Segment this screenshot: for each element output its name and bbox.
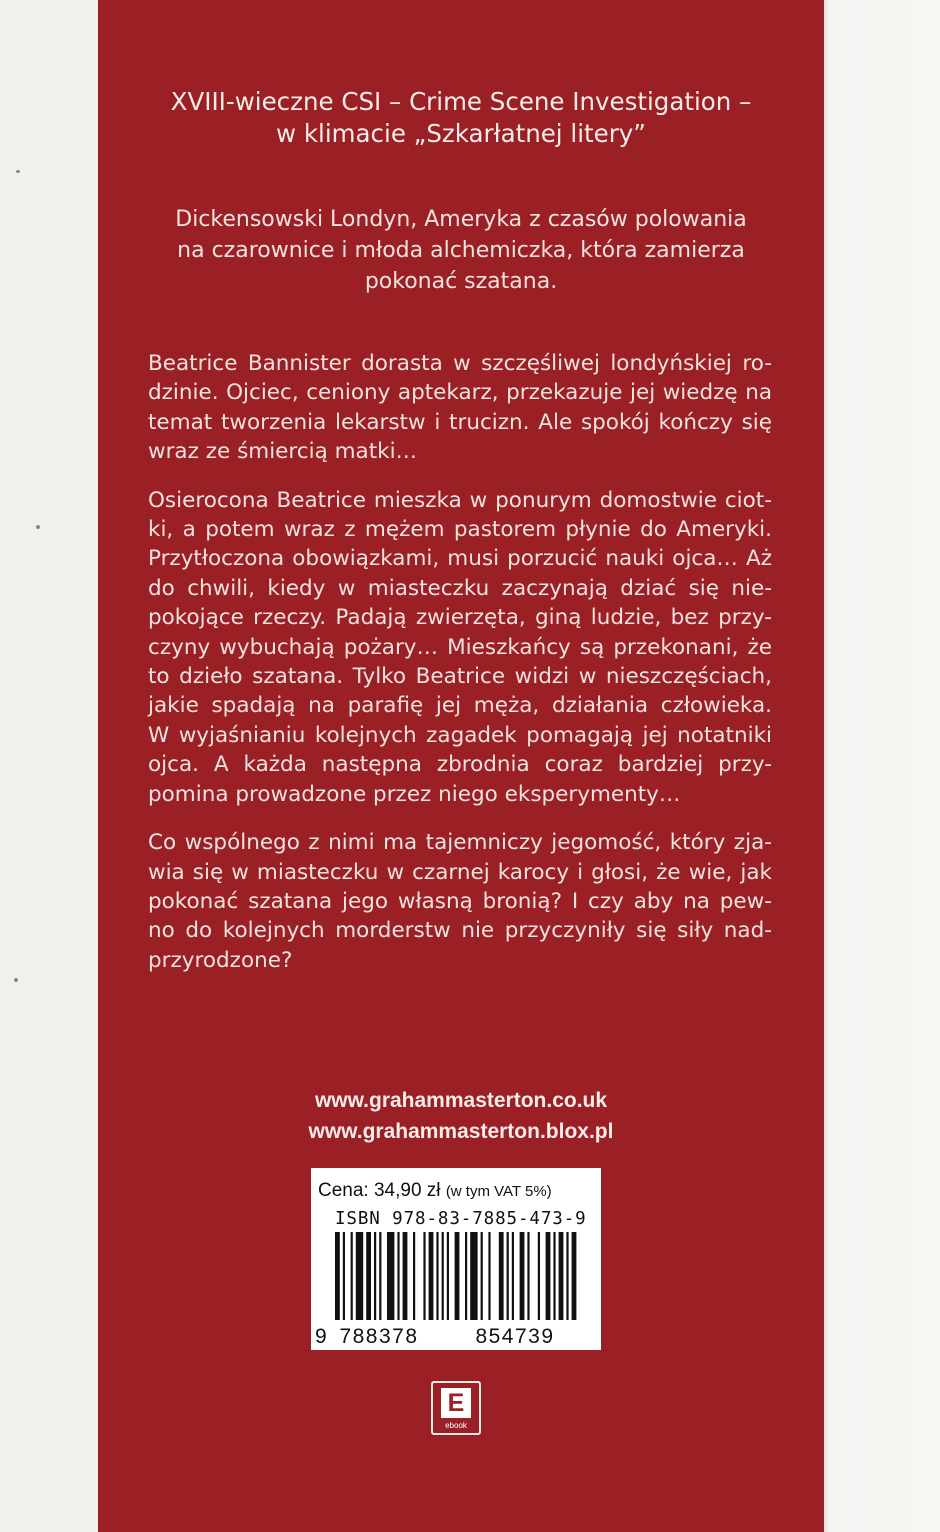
synopsis-paragraph-1	[148, 349, 772, 467]
barcode-bar	[423, 1232, 425, 1320]
dust-speck	[36, 525, 40, 529]
intro-line: pokonać szatana.	[364, 269, 558, 294]
barcode-bar	[559, 1232, 564, 1320]
barcode-digits-left: 788378	[339, 1325, 419, 1348]
barcode-bar	[553, 1232, 555, 1320]
barcode-bar	[397, 1232, 399, 1320]
barcode-bar	[436, 1232, 438, 1320]
barcode-bar	[507, 1232, 509, 1320]
author-websites	[98, 1085, 824, 1147]
intro-blurb	[98, 204, 824, 297]
text-line: W wyjaśnianiu kolejnych zagadek pomagają jej notatniki	[148, 722, 772, 748]
website-url: www.grahammasterton.blox.pl	[308, 1120, 614, 1143]
barcode-bar	[512, 1232, 514, 1320]
synopsis	[148, 349, 772, 994]
tagline	[98, 86, 824, 150]
barcode-bar	[538, 1232, 540, 1320]
text-line: dzinie. Ojciec, ceniony aptekarz, przekazuje jej wiedzę na	[148, 380, 772, 406]
right-white-margin	[824, 0, 940, 1532]
barcode-bar	[366, 1232, 371, 1320]
text-line: pokojące rzeczy. Padają zwierzęta, giną ludzie, bez przy-	[148, 605, 772, 631]
barcode-digit-first: 9	[315, 1325, 327, 1348]
barcode-bar	[374, 1232, 376, 1320]
barcode-bar	[546, 1232, 551, 1320]
ebook-label: ebook	[445, 1421, 467, 1430]
text-line: wraz ze śmiercią matki…	[148, 439, 418, 465]
red-cover-panel	[98, 0, 824, 1532]
barcode-bar	[447, 1232, 449, 1320]
text-line: no do kolejnych morderstw nie przyczyniły się siły nad-	[148, 918, 772, 944]
text-line: jakie spadają na parafię jej męża, działania człowieka.	[148, 693, 772, 719]
barcode-bar	[455, 1232, 460, 1320]
barcode-bar	[499, 1232, 504, 1320]
text-line: ki, a potem wraz z mężem pastorem płynie do Ameryki.	[148, 517, 772, 543]
text-line: Przytłoczona obowiązkami, musi porzucić nauki ojca… Aż	[148, 546, 772, 572]
tagline-line: w klimacie „Szkarłatnej litery”	[276, 119, 646, 148]
intro-line: na czarownice i młoda alchemiczka, która zamierza	[177, 238, 745, 263]
barcode-digits-right: 854739	[475, 1325, 555, 1348]
barcode-bar	[429, 1232, 434, 1320]
text-line: Osierocona Beatrice mieszka w ponurym domostwie ciot-	[148, 487, 772, 513]
barcode-bar	[527, 1232, 529, 1320]
barcode-bar	[520, 1232, 525, 1320]
ebook-e-icon: E	[441, 1388, 471, 1418]
text-line: pomina prowadzone przez niego eksperymenty…	[148, 781, 681, 807]
text-line: pokonać szatana jego własną bronią? I czy aby na pew-	[148, 888, 772, 914]
text-line: ojca. A każda następna zbrodnia coraz bardziej przy-	[148, 752, 772, 778]
barcode-bar	[566, 1232, 568, 1320]
intro-line: Dickensowski Londyn, Ameryka z czasów polowania	[175, 207, 747, 232]
barcode-bar	[442, 1232, 444, 1320]
tagline-line: XVIII-wieczne CSI – Crime Scene Investigation –	[170, 87, 752, 116]
ebook-badge	[431, 1381, 481, 1435]
barcode-bar	[465, 1232, 467, 1320]
isbn-text: ISBN 978-83-7885-473-9	[335, 1209, 587, 1229]
text-line: czyny wybuchają pożary… Mieszkańcy są przekonani, że	[148, 634, 772, 660]
barcode-bar	[379, 1232, 381, 1320]
barcode-bar	[403, 1232, 408, 1320]
text-line: Co wspólnego z nimi ma tajemniczy jegomość, który zja-	[148, 830, 772, 856]
left-white-margin	[0, 0, 98, 1532]
text-line: przyrodzone?	[148, 947, 293, 973]
barcode-bar	[351, 1232, 353, 1320]
barcode-bar	[343, 1232, 345, 1320]
barcode-bar	[335, 1232, 340, 1320]
text-line: to dzieło szatana. Tylko Beatrice widzi w nieszczęściach,	[148, 664, 772, 690]
barcode-bar	[387, 1232, 394, 1320]
synopsis-paragraph-2	[148, 486, 772, 809]
text-line: wia się w miasteczku w czarnej karocy i głosi, że wie, jak	[148, 859, 772, 885]
website-url: www.grahammasterton.co.uk	[314, 1089, 608, 1112]
barcode-bar	[356, 1232, 363, 1320]
vat-note: (w tym VAT 5%)	[445, 1183, 552, 1200]
dust-speck	[16, 170, 20, 173]
barcode-bar	[572, 1232, 577, 1320]
text-line: do chwili, kiedy w miasteczku zaczynają dziać się nie-	[148, 575, 772, 601]
text-line: temat tworzenia lekarstw i trucizn. Ale spokój kończy się	[148, 409, 772, 435]
barcode-bar	[481, 1232, 483, 1320]
price-value: Cena: 34,90 zł	[318, 1180, 441, 1201]
dust-speck	[14, 978, 18, 982]
price-label	[318, 1180, 552, 1202]
price-barcode-sticker	[311, 1168, 601, 1350]
barcode-bar	[470, 1232, 477, 1320]
barcode	[311, 1232, 601, 1348]
text-line: Beatrice Bannister dorasta w szczęśliwej londyńskiej ro-	[148, 351, 772, 376]
barcode-bar	[488, 1232, 490, 1320]
synopsis-paragraph-3	[148, 828, 772, 975]
barcode-bar	[413, 1232, 415, 1320]
